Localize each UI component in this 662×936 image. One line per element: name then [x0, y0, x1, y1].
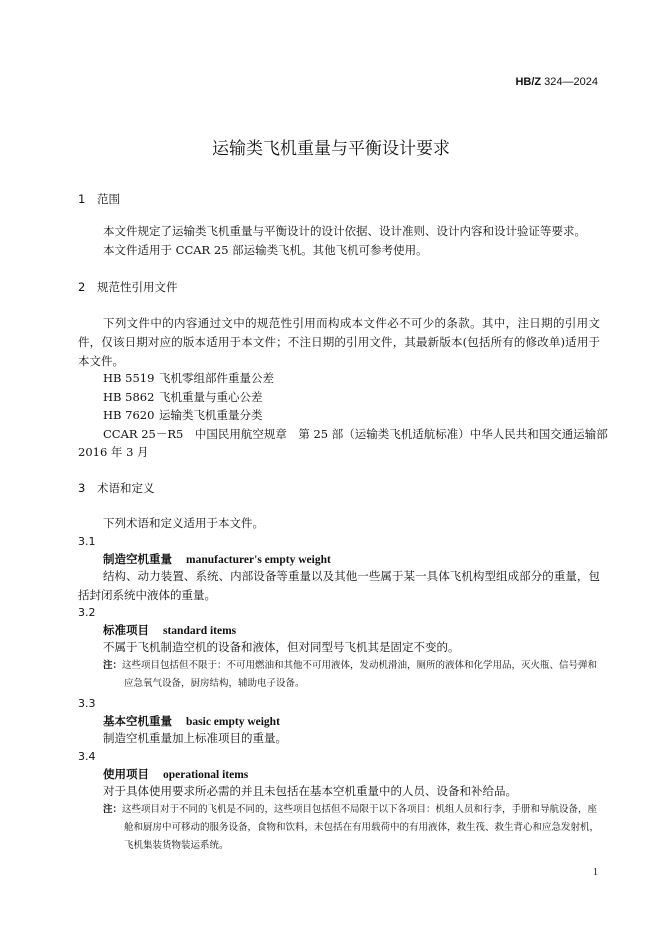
term-heading: [103, 551, 331, 567]
term-number: 3.4: [78, 750, 96, 763]
ccar-reference-line: CCAR 25－R5 中国民用航空规章 第 25 部（运输类飞机适航标准）中华人民共和国交通运输部: [103, 427, 608, 441]
standard-prefix: HB/Z: [515, 76, 542, 88]
term-chinese: 制造空机重量: [103, 552, 172, 566]
term-number: 3.1: [78, 535, 96, 548]
term-definition: 不属于飞机制造空机的设备和液体，但对同型号飞机其是固定不变的。: [103, 640, 460, 654]
term-definition: 结构、动力装置、系统、内部设备等重量以及其他一些属于某一具体飞机构型组成部分的重量，包括封闭系统中液体的重量。: [78, 569, 600, 602]
term-note: [103, 657, 600, 693]
note-text: 这些项目对于不同的飞机是不同的，这些项目包括但不局限于以下各项目：机组人员和行李，手册和导航设备，座舱和厨房中可移动的服务设备，食物和饮料，未包括在有用载荷中的有用液体，救生筏、救生背心和应急发射机，飞机集装货物装运系统。: [122, 804, 600, 851]
standard-number: 324—2024: [544, 76, 598, 88]
section-number: 2: [78, 280, 86, 294]
reference-item: [103, 369, 274, 388]
section-title: 规范性引用文件: [97, 280, 178, 294]
term-english: operational items: [163, 769, 249, 781]
note-text: 这些项目包括但不限于：不可用燃油和其他不可用液体，发动机滑油，厕所的液体和化学用品，灭火瓶、信号弹和应急氧气设备，厨房结构，辅助电子设备。: [122, 660, 598, 689]
note-label: 注：: [103, 660, 123, 671]
term-english: standard items: [163, 625, 237, 637]
term-heading: [103, 766, 248, 782]
reference-title: 飞机零组部件重量公差: [159, 371, 274, 385]
term-definition: 制造空机重量加上标准项目的重量。: [103, 731, 287, 745]
term-english: basic empty weight: [186, 716, 280, 728]
section-title: 术语和定义: [97, 481, 155, 495]
term-chinese: 基本空机重量: [103, 714, 172, 728]
term-heading: [103, 713, 280, 729]
section-title: 范围: [97, 192, 120, 206]
reference-item: [103, 388, 263, 407]
section-number: 3: [78, 481, 86, 495]
document-title: 运输类飞机重量与平衡设计要求: [212, 139, 450, 159]
term-note: [103, 801, 600, 855]
paragraph: 本文件适用于 CCAR 25 部运输类飞机。其他飞机可参考使用。: [103, 243, 428, 257]
term-chinese: 标准项目: [103, 623, 149, 637]
paragraph: 下列术语和定义适用于本文件。: [103, 516, 264, 530]
term-definition: 对于具体使用要求所必需的并且未包括在基本空机重量中的人员、设备和补给品。: [103, 784, 517, 798]
term-english: manufacturer's empty weight: [186, 554, 331, 566]
term-number: 3.2: [78, 606, 96, 619]
ccar-reference-date: 2016 年 3 月: [78, 445, 149, 459]
section-2-heading: [78, 279, 178, 295]
paragraph: 下列文件中的内容通过文中的规范性引用而构成本文件必不可少的条款。其中，注日期的引用文件，仅该日期对应的版本适用于本文件；不注日期的引用文件，其最新版本(包括所有的修改单)适用于本文件。: [78, 316, 600, 368]
section-3-heading: [78, 480, 155, 496]
reference-title: 运输类飞机重量分类: [159, 408, 263, 422]
section-number: 1: [78, 192, 86, 206]
term-heading: [103, 622, 236, 638]
reference-code: HB 5519: [103, 371, 155, 385]
reference-title: 飞机重量与重心公差: [159, 390, 263, 404]
page-number: 1: [593, 867, 598, 878]
paragraph: 本文件规定了运输类飞机重量与平衡设计的设计依据、设计准则、设计内容和设计验证等要求。: [103, 224, 586, 238]
document-code: [515, 76, 598, 88]
term-chinese: 使用项目: [103, 767, 149, 781]
reference-code: HB 7620: [103, 408, 155, 422]
reference-item: [103, 406, 263, 425]
section-1-heading: [78, 191, 120, 207]
note-label: 注：: [103, 804, 123, 815]
reference-code: HB 5862: [103, 390, 155, 404]
term-number: 3.3: [78, 697, 96, 710]
